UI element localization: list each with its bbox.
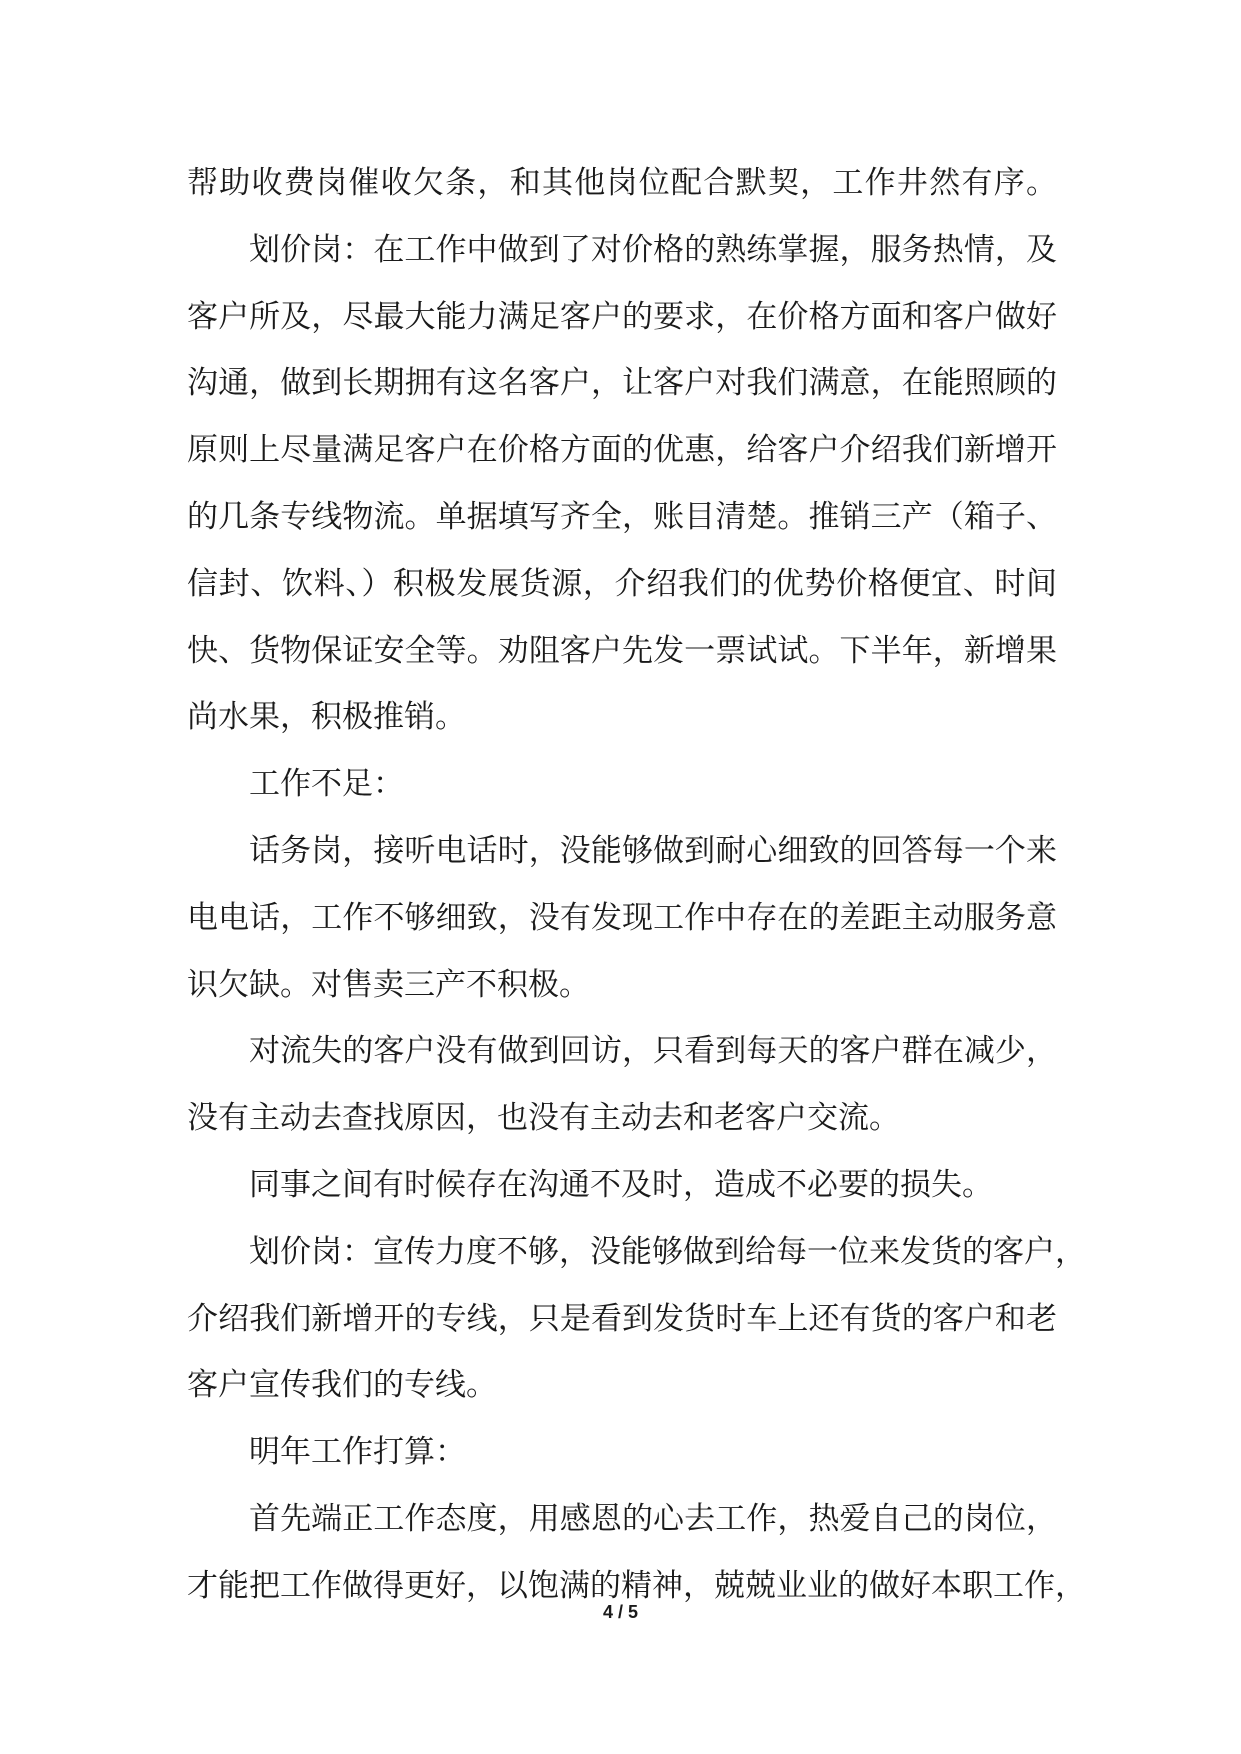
- text-line: 电电话，工作不够细致，没有发现工作中存在的差距主动服务意: [187, 899, 1057, 936]
- text-line: 原则上尽量满足客户在价格方面的优惠，给客户介绍我们新增开: [187, 432, 1057, 469]
- text-line: 帮助收费岗催收欠条，和其他岗位配合默契，工作井然有序。: [187, 165, 1057, 201]
- paragraph-start-line: 划价岗：宣传力度不够，没能够做到给每一位来发货的客户，: [249, 1233, 1086, 1270]
- document-body: [187, 150, 1086, 1620]
- paragraph-start-line: 话务岗，接听电话时，没能够做到耐心细致的回答每一个来: [249, 832, 1057, 869]
- text-line: 介绍我们新增开的专线，只是看到发货时车上还有货的客户和老: [187, 1300, 1057, 1337]
- text-line: 信封、饮料、）积极发展货源，介绍我们的优势价格便宜、时间: [187, 565, 1057, 602]
- text-line: 的几条专线物流。单据填写齐全，账目清楚。推销三产（箱子、: [187, 498, 1057, 535]
- text-line: 沟通，做到长期拥有这名客户，让客户对我们满意，在能照顾的: [187, 365, 1057, 402]
- paragraph-start-line: 划价岗：在工作中做到了对价格的熟练掌握，服务热情，及: [249, 231, 1057, 268]
- text-line: 快、货物保证安全等。劝阻客户先发一票试试。下半年，新增果: [187, 632, 1057, 669]
- text-line: 尚水果，积极推销。: [187, 699, 466, 736]
- paragraph-start-line: 同事之间有时候存在沟通不及时，造成不必要的损失。: [249, 1166, 993, 1203]
- text-line: 识欠缺。对售卖三产不积极。: [187, 966, 590, 1003]
- paragraph-start-line: 首先端正工作态度，用感恩的心去工作，热爱自己的岗位，: [249, 1500, 1057, 1537]
- page-number: 4 / 5: [602, 1602, 639, 1622]
- section-heading: 工作不足：: [249, 766, 404, 803]
- text-line: 客户所及，尽最大能力满足客户的要求，在价格方面和客户做好: [187, 298, 1057, 335]
- text-line: 客户宣传我们的专线。: [187, 1367, 497, 1404]
- paragraph-start-line: 对流失的客户没有做到回访，只看到每天的客户群在减少，: [249, 1033, 1057, 1070]
- text-line: 没有主动去查找原因，也没有主动去和老客户交流。: [187, 1100, 900, 1137]
- section-heading: 明年工作打算：: [249, 1434, 466, 1471]
- text-line: 才能把工作做得更好，以饱满的精神，兢兢业业的做好本职工作，: [187, 1567, 1086, 1604]
